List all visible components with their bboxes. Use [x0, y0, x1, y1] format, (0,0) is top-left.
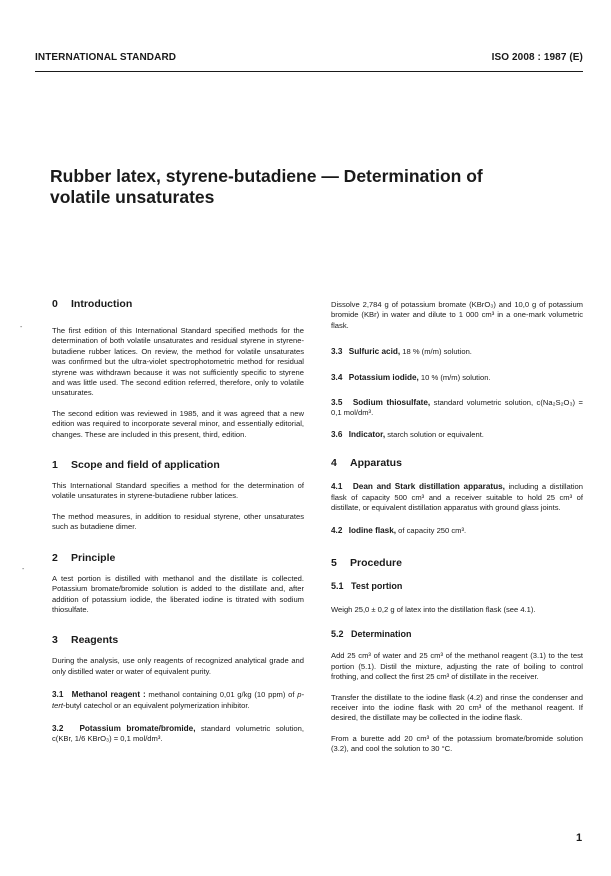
- intro-paragraph-1: The first edition of this International Standard specified methods for the determination of both volatile unsaturates and residual styrene in styrene-butadiene rubber latices. On review, the method for volatile unsaturates was confirmed but the ultra-violet spectrophotometric method for residual styrene was withdrawn because it was not sufficiently specific to styrene and was little used. The second edition referred, therefore, only to volatile unsaturates.: [52, 326, 304, 398]
- section-heading-principle: 2 Principle: [52, 551, 116, 564]
- test-portion-paragraph: Weigh 25,0 ± 0,2 g of latex into the distillation flask (see 4.1).: [331, 604, 536, 614]
- margin-mark: -: [20, 324, 23, 331]
- section-heading-reagents: 3 Reagents: [52, 634, 119, 647]
- header-rule: [35, 71, 583, 72]
- margin-mark: -: [22, 566, 25, 573]
- apparatus-4-1: 4.1 Dean and Stark distillation apparatus, including a distillation flask of capacity 500 cm³ and a receiver suitable to hold 25 cm³ of distillate, or equivalent distillation apparatus with ground glass joints.: [331, 482, 583, 513]
- right-column: [331, 300, 583, 755]
- section-heading-procedure: 5 Procedure: [331, 556, 402, 569]
- principle-paragraph: A test portion is distilled with methanol and the distillate is collected. Potassium bromate/bromide solution is added to the distillate and, after addition of potassium iodide, the liberated iodine is titrated with sodium thiosulfate.: [52, 573, 304, 614]
- scope-paragraph-2: The method measures, in addition to residual styrene, other unsaturates such as butadiene dimer.: [52, 511, 304, 532]
- determination-paragraph-2: Transfer the distillate to the iodine flask (4.2) and rinse the condenser and receiver into the iodine flask with 20 cm³ of the methanol reagent. If desired, the distillate may be collected in the iodine flask.: [331, 692, 583, 723]
- subsection-heading-determination: 5.2 Determination: [331, 629, 412, 640]
- section-heading-apparatus: 4 Apparatus: [331, 457, 402, 470]
- reagent-3-5: 3.5 Sodium thiosulfate, standard volumetric solution, c(Na₂S₂O₃) = 0,1 mol/dm³.: [331, 398, 583, 418]
- reagent-3-3: 3.3 Sulfuric acid, 18 % (m/m) solution.: [331, 347, 472, 357]
- document-title: [50, 166, 570, 208]
- left-column: [52, 298, 304, 745]
- header-standard-label: INTERNATIONAL STANDARD: [35, 52, 177, 63]
- reagent-3-6: 3.6 Indicator, starch solution or equivalent.: [331, 429, 484, 439]
- reagent-3-2-continued: Dissolve 2,784 g of potassium bromate (KBrO₃) and 10,0 g of potassium bromide (KBr) in water and dilute to 1 000 cm³ in a one-mark volumetric flask.: [331, 300, 583, 330]
- header-standard-number: ISO 2008 : 1987 (E): [491, 52, 583, 63]
- page-number: 1: [576, 832, 583, 844]
- title-line-1: Rubber latex, styrene-butadiene — Determination of: [50, 166, 483, 186]
- section-heading-introduction: 0 Introduction: [52, 298, 133, 310]
- title-line-2: volatile unsaturates: [50, 187, 215, 207]
- reagent-3-1: 3.1 Methanol reagent : methanol containing 0,01 g/kg (10 ppm) of p-tert-butyl catechol or an equivalent polymerization inhibitor.: [52, 690, 304, 710]
- subsection-heading-test-portion: 5.1 Test portion: [331, 580, 403, 591]
- running-header: [35, 52, 583, 68]
- intro-paragraph-2: The second edition was reviewed in 1985, and it was agreed that a new edition was required to incorporate several minor, and essentially editorial, changes. These are included in this present, third, edition.: [52, 408, 304, 439]
- apparatus-4-2: 4.2 Iodine flask, of capacity 250 cm³.: [331, 526, 467, 536]
- reagents-intro-paragraph: During the analysis, use only reagents of recognized analytical grade and only distilled water or water of equivalent purity.: [52, 656, 304, 676]
- determination-paragraph-3: From a burette add 20 cm³ of the potassium bromate/bromide solution (3.2), and cool the solution to 30 °C.: [331, 733, 583, 754]
- section-heading-scope: 1 Scope and field of application: [52, 459, 220, 472]
- reagent-3-4: 3.4 Potassium iodide, 10 % (m/m) solution.: [331, 372, 491, 382]
- scope-paragraph-1: This International Standard specifies a method for the determination of volatile unsaturates in styrene-butadiene rubber latices.: [52, 481, 304, 501]
- determination-paragraph-1: Add 25 cm³ of water and 25 cm³ of the methanol reagent (3.1) to the test portion (5.1). Distil the mixture, adjusting the rate of boiling to control frothing, and collect the first 25 cm³ of distillate in the receiver.: [331, 651, 583, 682]
- reagent-3-2: 3.2 Potassium bromate/bromide, standard volumetric solution, c(KBr, 1/6 KBrO₃) = 0,1 mol/dm³.: [52, 723, 304, 744]
